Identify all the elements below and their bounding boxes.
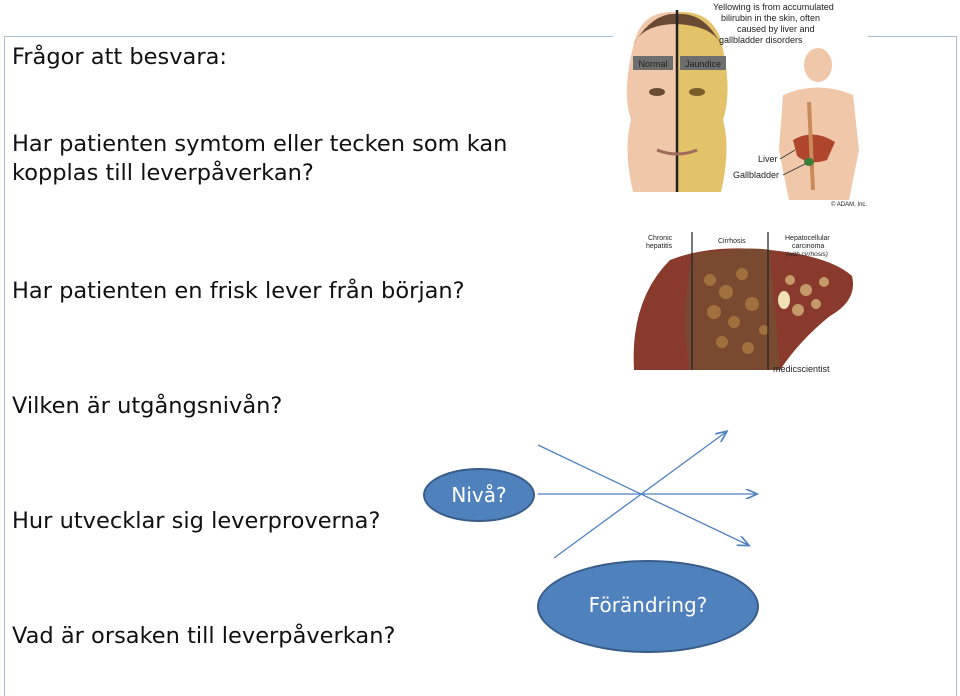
tumor — [778, 291, 790, 309]
label-hcc-1: Hepatocellular — [785, 235, 830, 242]
niva-label: Nivå? — [451, 483, 507, 507]
label-hcc-2: carcinoma — [792, 243, 825, 250]
caption-line4: gallbladder disorders — [719, 35, 803, 45]
caption-line3: caused by liver and — [737, 24, 815, 34]
jaundice-illustration — [613, 0, 868, 212]
label-chronic-hepatitis-1: Chronic — [648, 235, 673, 242]
question-cause: Vad är orsaken till leverpåverkan? — [12, 623, 396, 649]
torso-head — [804, 48, 832, 82]
label-jaundice: Jaundice — [684, 59, 722, 69]
caption-line2: bilirubin in the skin, often — [721, 13, 821, 23]
question-healthy-liver: Har patienten en frisk lever från början? — [12, 278, 465, 304]
question-liver-tests-trend: Hur utvecklar sig leverproverna? — [12, 508, 381, 534]
question-liver-symptoms-line2: kopplas till leverpåverkan? — [12, 160, 314, 186]
gallbladder-organ — [804, 158, 814, 166]
question-liver-symptoms — [12, 130, 507, 188]
jaundice-credit: © ADAM, Inc. — [831, 202, 868, 208]
trend-arrows — [530, 425, 770, 565]
liver-disease-illustration — [630, 230, 860, 378]
label-liver: Liver — [758, 154, 778, 164]
cirrhosis-section — [685, 249, 780, 370]
liver-credit: medicscientist — [773, 364, 830, 374]
label-cirrhosis: Cirrhosis — [718, 238, 746, 245]
label-chronic-hepatitis-2: hepatitis — [646, 243, 673, 250]
forandring-ellipse — [537, 560, 759, 653]
arrow-down — [538, 445, 748, 545]
slide-title: Frågor att besvara: — [12, 44, 227, 70]
niva-ellipse — [423, 468, 535, 522]
caption-line1: Yellowing is from accumulated — [713, 2, 834, 12]
label-hcc-3: (with cirrhosis) — [786, 251, 828, 258]
question-liver-symptoms-line1: Har patienten symtom eller tecken som kan — [12, 131, 508, 157]
forandring-label: Förändring? — [588, 593, 708, 617]
question-baseline: Vilken är utgångsnivån? — [12, 393, 283, 419]
normal-face-half — [627, 12, 677, 192]
label-normal: Normal — [638, 59, 668, 69]
arrow-up — [554, 432, 726, 558]
label-gallbladder: Gallbladder — [733, 170, 780, 180]
